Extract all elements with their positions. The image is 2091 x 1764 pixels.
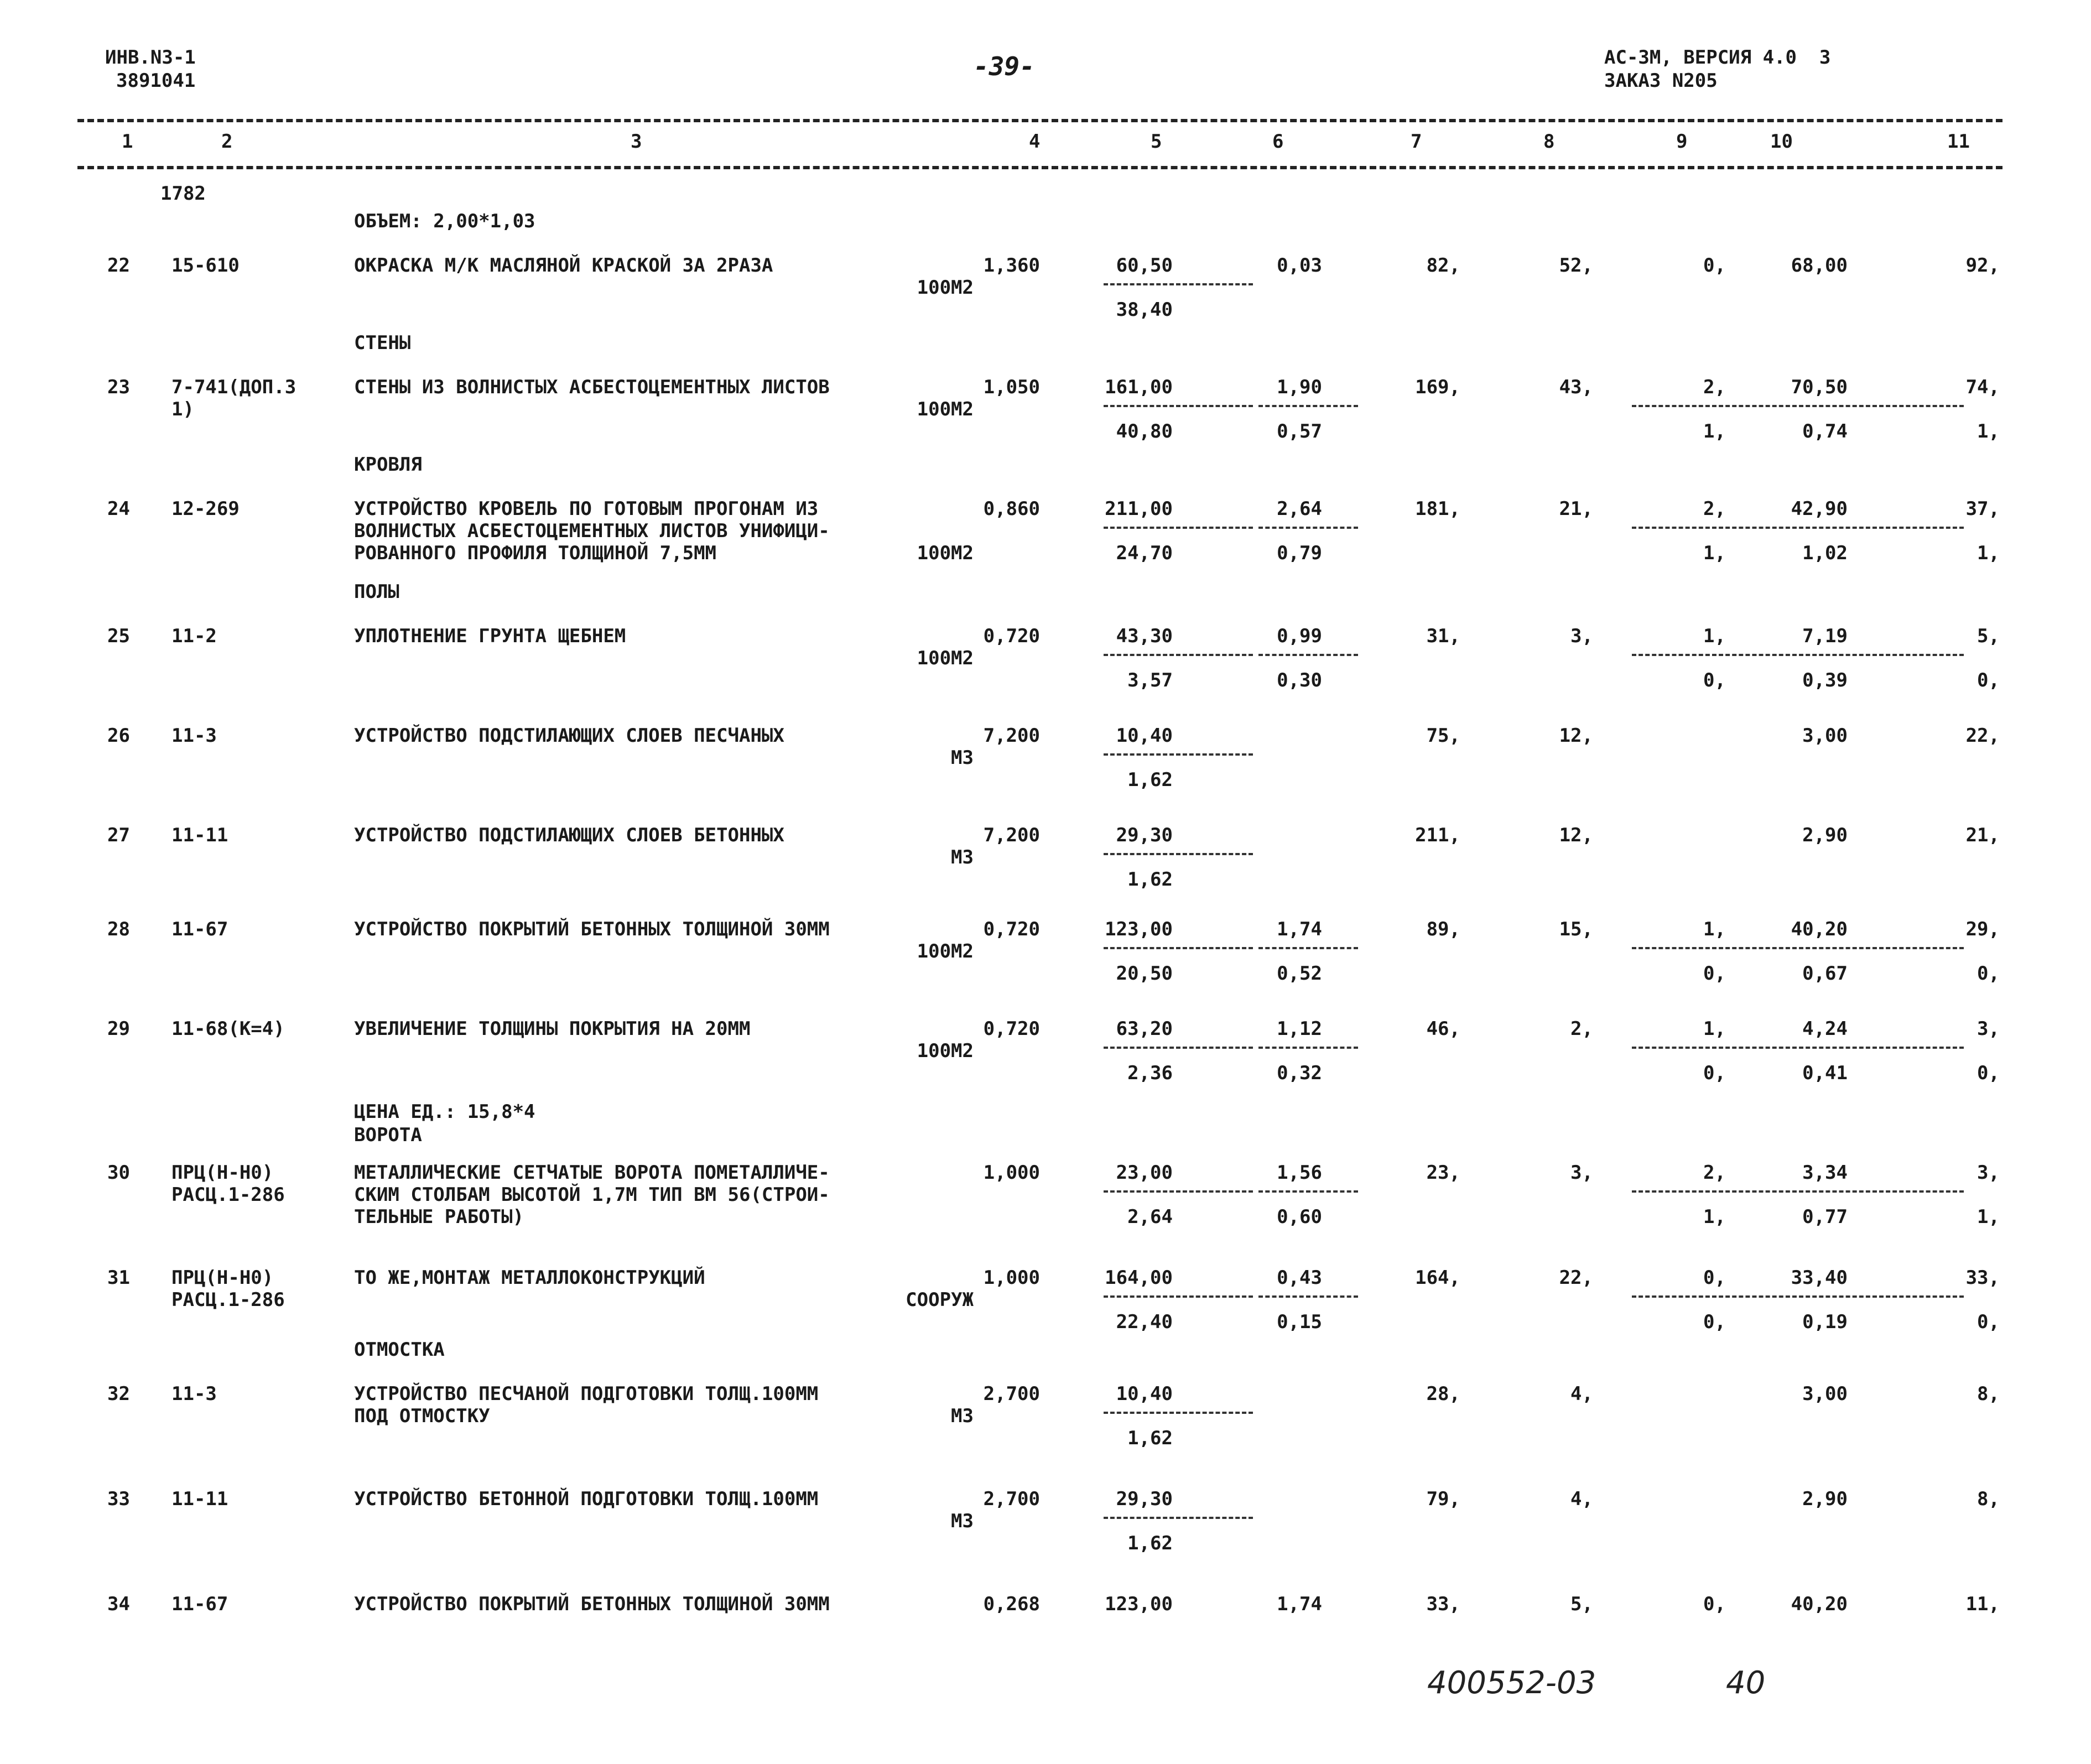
col-11: 11 xyxy=(1947,131,1970,153)
row-code: 11-3 xyxy=(171,1383,217,1405)
header-separator-top xyxy=(77,119,2002,122)
row-labor-unit: 3,00 xyxy=(1802,1383,1848,1405)
row-wages-total: 5, xyxy=(1570,1593,1593,1615)
cell-divider xyxy=(1104,853,1253,855)
cell-divider xyxy=(1104,1190,1253,1193)
row-labor-total: 33, xyxy=(1965,1267,2000,1289)
cell-divider xyxy=(1258,405,1358,407)
row-quantity: 1,360 xyxy=(983,254,1040,277)
row-total-cost: 164, xyxy=(1415,1267,1460,1289)
row-code: 11-68(К=4) xyxy=(171,1018,285,1040)
cell-divider xyxy=(1258,1190,1358,1193)
row-description: МЕТАЛЛИЧЕСКИЕ СЕТЧАТЫЕ ВОРОТА ПОМЕТАЛЛИЧЕ- xyxy=(354,1162,830,1184)
row-unit-price-wages: 2,64 xyxy=(1127,1206,1173,1228)
row-unit-price: 63,20 xyxy=(1116,1018,1173,1040)
row-wages-total: 2, xyxy=(1570,1018,1593,1040)
row-labor-total: 11, xyxy=(1965,1593,2000,1615)
row-code: 11-2 xyxy=(171,625,217,647)
order-label: ЗАКАЗ N205 xyxy=(1604,70,1718,92)
row-description: ТО ЖЕ,МОНТАЖ МЕТАЛЛОКОНСТРУКЦИЙ xyxy=(354,1267,705,1289)
row-total-cost: 79, xyxy=(1426,1488,1460,1510)
row-unit-price: 10,40 xyxy=(1116,1383,1173,1405)
row-operation: 2, xyxy=(1703,376,1726,398)
row-quantity: 0,268 xyxy=(983,1593,1040,1615)
row-wages-total: 3, xyxy=(1570,625,1593,647)
row-number: 32 xyxy=(107,1383,130,1405)
row-machine-cost: 1,74 xyxy=(1277,918,1322,940)
cell-divider xyxy=(1258,1047,1358,1049)
row-quantity: 1,000 xyxy=(983,1162,1040,1184)
row-labor-total-sub: 0, xyxy=(1977,1062,2000,1084)
row-number: 24 xyxy=(107,498,130,520)
row-total-cost: 31, xyxy=(1426,625,1460,647)
row-code: 11-67 xyxy=(171,918,228,940)
row-labor-unit: 7,19 xyxy=(1802,625,1848,647)
row-quantity: 1,050 xyxy=(983,376,1040,398)
cell-divider xyxy=(1104,1412,1253,1414)
row-unit-price-wages: 40,80 xyxy=(1116,420,1173,443)
row-number: 27 xyxy=(107,824,130,846)
row-code: 7-741(ДОП.3 xyxy=(171,376,297,398)
row-code: 11-3 xyxy=(171,725,217,747)
note-otmostka: ОТМОСТКА xyxy=(354,1339,445,1361)
row-unit-price-wages: 1,62 xyxy=(1127,868,1173,891)
row-labor-unit-sub: 1,02 xyxy=(1802,542,1848,564)
row-unit-price: 23,00 xyxy=(1116,1162,1173,1184)
row-labor-unit-sub: 0,19 xyxy=(1802,1311,1848,1333)
row-quantity: 0,720 xyxy=(983,1018,1040,1040)
row-machine-cost: 0,43 xyxy=(1277,1267,1322,1289)
row-unit: 100М2 xyxy=(917,1040,974,1062)
row-labor-total-sub: 0, xyxy=(1977,669,2000,691)
cell-divider xyxy=(1104,753,1253,756)
row-description: ОКРАСКА М/К МАСЛЯНОЙ КРАСКОЙ ЗА 2РАЗА xyxy=(354,254,773,277)
row-quantity: 7,200 xyxy=(983,824,1040,846)
row-machine-cost: 1,12 xyxy=(1277,1018,1322,1040)
row-wages-total: 4, xyxy=(1570,1488,1593,1510)
row-description: УПЛОТНЕНИЕ ГРУНТА ЩЕБНЕМ xyxy=(354,625,626,647)
row-wages-total: 3, xyxy=(1570,1162,1593,1184)
row-machine-cost: 2,64 xyxy=(1277,498,1322,520)
row-unit-price: 60,50 xyxy=(1116,254,1173,277)
row-unit-price-wages: 3,57 xyxy=(1127,669,1173,691)
row-labor-total: 5, xyxy=(1977,625,2000,647)
row-unit-price-wages: 1,62 xyxy=(1127,769,1173,791)
col-10: 10 xyxy=(1770,131,1793,153)
note-walls: СТЕНЫ xyxy=(354,332,411,354)
row-labor-unit: 70,50 xyxy=(1791,376,1848,398)
row-labor-total: 3, xyxy=(1977,1162,2000,1184)
row-unit-price: 123,00 xyxy=(1105,1593,1173,1615)
row-code: ПРЦ(Н-Н0) xyxy=(171,1162,274,1184)
row-machine-wages: 0,52 xyxy=(1277,962,1322,985)
row-description: УСТРОЙСТВО ПОДСТИЛАЮЩИХ СЛОЕВ БЕТОННЫХ xyxy=(354,824,784,846)
row-labor-total-sub: 1, xyxy=(1977,420,2000,443)
version-label: АС-3М, ВЕРСИЯ 4.0 3 xyxy=(1604,46,1831,69)
row-labor-unit: 42,90 xyxy=(1791,498,1848,520)
row-unit-price-wages: 22,40 xyxy=(1116,1311,1173,1333)
row-code: 11-11 xyxy=(171,824,228,846)
cell-divider xyxy=(1104,527,1253,529)
row-unit: 100М2 xyxy=(917,647,974,669)
row-number: 22 xyxy=(107,254,130,277)
col-7: 7 xyxy=(1411,131,1422,153)
row-description: УСТРОЙСТВО ПОДСТИЛАЮЩИХ СЛОЕВ ПЕСЧАНЫХ xyxy=(354,725,784,747)
row-labor-total-sub: 1, xyxy=(1977,542,2000,564)
cell-divider xyxy=(1104,654,1253,656)
cell-divider xyxy=(1632,654,1964,656)
row-labor-total: 37, xyxy=(1965,498,2000,520)
row-unit-price-wages: 38,40 xyxy=(1116,299,1173,321)
row-machine-cost: 0,03 xyxy=(1277,254,1322,277)
row-unit-price-wages: 20,50 xyxy=(1116,962,1173,985)
cell-divider xyxy=(1632,405,1964,407)
row-code: 12-269 xyxy=(171,498,240,520)
cell-divider xyxy=(1258,527,1358,529)
row-unit: М3 xyxy=(951,846,974,868)
cell-divider xyxy=(1632,527,1964,529)
col-3: 3 xyxy=(631,131,642,153)
cell-divider xyxy=(1632,1047,1964,1049)
document-number: 3891041 xyxy=(116,70,196,92)
col-2: 2 xyxy=(221,131,233,153)
note-volume: ОБЪЕМ: 2,00*1,03 xyxy=(354,210,535,232)
row-operation-sub: 0, xyxy=(1703,1311,1726,1333)
row-number: 30 xyxy=(107,1162,130,1184)
row-labor-unit: 68,00 xyxy=(1791,254,1848,277)
row-description: УСТРОЙСТВО БЕТОННОЙ ПОДГОТОВКИ ТОЛЩ.100ММ xyxy=(354,1488,819,1510)
row-machine-wages: 0,30 xyxy=(1277,669,1322,691)
row-unit-price: 10,40 xyxy=(1116,725,1173,747)
row-wages-total: 15, xyxy=(1559,918,1593,940)
row-wages-total: 21, xyxy=(1559,498,1593,520)
cell-divider xyxy=(1258,1295,1358,1298)
col-5: 5 xyxy=(1151,131,1162,153)
row-description-line3: РОВАННОГО ПРОФИЛЯ ТОЛЩИНОЙ 7,5ММ xyxy=(354,542,717,564)
cell-divider xyxy=(1632,947,1964,949)
row-operation: 2, xyxy=(1703,1162,1726,1184)
row-operation: 0, xyxy=(1703,254,1726,277)
row-machine-wages: 0,15 xyxy=(1277,1311,1322,1333)
row-labor-unit: 3,00 xyxy=(1802,725,1848,747)
row-code-extra: РАСЦ.1-286 xyxy=(171,1289,285,1311)
row-unit-price: 29,30 xyxy=(1116,1488,1173,1510)
row-labor-total: 29, xyxy=(1965,918,2000,940)
row-operation: 0, xyxy=(1703,1593,1726,1615)
row-labor-unit: 33,40 xyxy=(1791,1267,1848,1289)
note-floors: ПОЛЫ xyxy=(354,581,399,603)
row-unit: 100М2 xyxy=(917,277,974,299)
row-labor-unit: 2,90 xyxy=(1802,1488,1848,1510)
cell-divider xyxy=(1632,1190,1964,1193)
row-operation: 1, xyxy=(1703,1018,1726,1040)
header-separator-bottom xyxy=(77,166,2002,169)
row-labor-unit-sub: 0,39 xyxy=(1802,669,1848,691)
row-number: 26 xyxy=(107,725,130,747)
row-operation: 1, xyxy=(1703,625,1726,647)
row-total-cost: 28, xyxy=(1426,1383,1460,1405)
row-operation-sub: 1, xyxy=(1703,542,1726,564)
row-operation-sub: 1, xyxy=(1703,420,1726,443)
row-wages-total: 12, xyxy=(1559,824,1593,846)
row-quantity: 0,720 xyxy=(983,918,1040,940)
row-operation: 0, xyxy=(1703,1267,1726,1289)
row-unit-price: 211,00 xyxy=(1105,498,1173,520)
row-labor-unit-sub: 0,77 xyxy=(1802,1206,1848,1228)
row-labor-unit-sub: 0,67 xyxy=(1802,962,1848,985)
cell-divider xyxy=(1104,405,1253,407)
row-quantity: 7,200 xyxy=(983,725,1040,747)
row-description: СТЕНЫ ИЗ ВОЛНИСТЫХ АСБЕСТОЦЕМЕНТНЫХ ЛИСТОВ xyxy=(354,376,830,398)
row-description: УСТРОЙСТВО ПОКРЫТИЙ БЕТОННЫХ ТОЛЩИНОЙ 30ММ xyxy=(354,1593,830,1615)
note-roof: КРОВЛЯ xyxy=(354,454,422,476)
row-quantity: 0,720 xyxy=(983,625,1040,647)
row-wages-total: 12, xyxy=(1559,725,1593,747)
row-labor-total-sub: 0, xyxy=(1977,1311,2000,1333)
row-total-cost: 211, xyxy=(1415,824,1460,846)
row-description: УСТРОЙСТВО ПЕСЧАНОЙ ПОДГОТОВКИ ТОЛЩ.100ММ xyxy=(354,1383,819,1405)
row-unit: М3 xyxy=(951,747,974,769)
row-unit-price-wages: 24,70 xyxy=(1116,542,1173,564)
row-description: УСТРОЙСТВО КРОВЕЛЬ ПО ГОТОВЫМ ПРОГОНАМ ИЗ xyxy=(354,498,819,520)
row-operation-sub: 0, xyxy=(1703,1062,1726,1084)
row-total-cost: 169, xyxy=(1415,376,1460,398)
row-description: УВЕЛИЧЕНИЕ ТОЛЩИНЫ ПОКРЫТИЯ НА 20ММ xyxy=(354,1018,751,1040)
row-unit-price-wages: 2,36 xyxy=(1127,1062,1173,1084)
row-labor-unit: 4,24 xyxy=(1802,1018,1848,1040)
row-labor-unit: 2,90 xyxy=(1802,824,1848,846)
row-operation: 1, xyxy=(1703,918,1726,940)
row-labor-total-sub: 0, xyxy=(1977,962,2000,985)
row-wages-total: 52, xyxy=(1559,254,1593,277)
cell-divider xyxy=(1258,947,1358,949)
col-1: 1 xyxy=(122,131,133,153)
cell-divider xyxy=(1258,654,1358,656)
row-code: 11-11 xyxy=(171,1488,228,1510)
row-description-line2: ВОЛНИСТЫХ АСБЕСТОЦЕМЕНТНЫХ ЛИСТОВ УНИФИЦИ- xyxy=(354,520,830,542)
row-quantity: 1,000 xyxy=(983,1267,1040,1289)
row-unit-price: 123,00 xyxy=(1105,918,1173,940)
row-total-cost: 46, xyxy=(1426,1018,1460,1040)
row-operation-sub: 1, xyxy=(1703,1206,1726,1228)
row-labor-total: 3, xyxy=(1977,1018,2000,1040)
row-operation: 2, xyxy=(1703,498,1726,520)
row-number: 23 xyxy=(107,376,130,398)
note-gates: ВОРОТА xyxy=(354,1124,422,1146)
row-code: 11-67 xyxy=(171,1593,228,1615)
row-labor-unit-sub: 0,41 xyxy=(1802,1062,1848,1084)
row-machine-cost: 1,74 xyxy=(1277,1593,1322,1615)
row-operation-sub: 0, xyxy=(1703,669,1726,691)
row-unit-price: 29,30 xyxy=(1116,824,1173,846)
row-number: 31 xyxy=(107,1267,130,1289)
row-code-extra: 1) xyxy=(171,398,194,420)
row-total-cost: 82, xyxy=(1426,254,1460,277)
col-8: 8 xyxy=(1543,131,1555,153)
row-quantity: 2,700 xyxy=(983,1488,1040,1510)
row-unit-price: 161,00 xyxy=(1105,376,1173,398)
row-labor-total: 92, xyxy=(1965,254,2000,277)
row-unit: СООРУЖ xyxy=(906,1289,974,1311)
row-quantity: 0,860 xyxy=(983,498,1040,520)
row-machine-cost: 1,90 xyxy=(1277,376,1322,398)
row-total-cost: 75, xyxy=(1426,725,1460,747)
row-unit-price-wages: 1,62 xyxy=(1127,1427,1173,1449)
row-labor-total: 22, xyxy=(1965,725,2000,747)
note-price: ЦЕНА ЕД.: 15,8*4 xyxy=(354,1101,535,1123)
page-number: -39- xyxy=(974,51,1035,81)
row-unit-price: 164,00 xyxy=(1105,1267,1173,1289)
row-machine-wages: 0,57 xyxy=(1277,420,1322,443)
row-unit-price: 43,30 xyxy=(1116,625,1173,647)
inventory-number: ИНВ.N3-1 xyxy=(105,46,196,69)
cell-divider xyxy=(1104,1517,1253,1519)
cell-divider xyxy=(1104,283,1253,285)
row-quantity: 2,700 xyxy=(983,1383,1040,1405)
row-code: ПРЦ(Н-Н0) xyxy=(171,1267,274,1289)
row-unit: М3 xyxy=(951,1510,974,1532)
row-unit-price-wages: 1,62 xyxy=(1127,1532,1173,1554)
row-labor-total-sub: 1, xyxy=(1977,1206,2000,1228)
row-description-line2: СКИМ СТОЛБАМ ВЫСОТОЙ 1,7М ТИП ВМ 56(СТРОИ- xyxy=(354,1184,830,1206)
cell-divider xyxy=(1104,1295,1253,1298)
row-code-extra: РАСЦ.1-286 xyxy=(171,1184,285,1206)
row-wages-total: 4, xyxy=(1570,1383,1593,1405)
footer-page-number: 40 xyxy=(1726,1665,1766,1701)
row-machine-cost: 0,99 xyxy=(1277,625,1322,647)
row-description-line3: ТЕЛЬНЫЕ РАБОТЫ) xyxy=(354,1206,524,1228)
row-labor-unit-sub: 0,74 xyxy=(1802,420,1848,443)
row-labor-unit: 40,20 xyxy=(1791,918,1848,940)
row-wages-total: 22, xyxy=(1559,1267,1593,1289)
row-wages-total: 43, xyxy=(1559,376,1593,398)
row-machine-wages: 0,60 xyxy=(1277,1206,1322,1228)
row-unit: 100М2 xyxy=(917,940,974,962)
row-number: 28 xyxy=(107,918,130,940)
row-machine-wages: 0,32 xyxy=(1277,1062,1322,1084)
row-machine-wages: 0,79 xyxy=(1277,542,1322,564)
col-9: 9 xyxy=(1676,131,1688,153)
row-number: 33 xyxy=(107,1488,130,1510)
row-labor-total: 8, xyxy=(1977,1383,2000,1405)
row-total-cost: 89, xyxy=(1426,918,1460,940)
row-code: 15-610 xyxy=(171,254,240,277)
footer-doc-code: 400552-03 xyxy=(1427,1665,1596,1701)
row-description-line2: ПОД ОТМОСТКУ xyxy=(354,1405,490,1427)
row-number: 25 xyxy=(107,625,130,647)
row-description: УСТРОЙСТВО ПОКРЫТИЙ БЕТОННЫХ ТОЛЩИНОЙ 30ММ xyxy=(354,918,830,940)
row-operation-sub: 0, xyxy=(1703,962,1726,985)
row-labor-unit: 40,20 xyxy=(1791,1593,1848,1615)
col-4: 4 xyxy=(1029,131,1041,153)
row-labor-total: 21, xyxy=(1965,824,2000,846)
row-unit: 100М2 xyxy=(917,398,974,420)
cell-divider xyxy=(1104,947,1253,949)
cell-divider xyxy=(1632,1295,1964,1298)
row-total-cost: 181, xyxy=(1415,498,1460,520)
row-unit: 100М2 xyxy=(917,542,974,564)
row-total-cost: 23, xyxy=(1426,1162,1460,1184)
row-total-cost: 33, xyxy=(1426,1593,1460,1615)
row-labor-total: 74, xyxy=(1965,376,2000,398)
row-labor-total: 8, xyxy=(1977,1488,2000,1510)
row-number: 29 xyxy=(107,1018,130,1040)
cell-divider xyxy=(1104,1047,1253,1049)
row-number: 34 xyxy=(107,1593,130,1615)
col-6: 6 xyxy=(1272,131,1284,153)
row-labor-unit: 3,34 xyxy=(1802,1162,1848,1184)
row-code-1782: 1782 xyxy=(160,183,206,205)
row-unit: М3 xyxy=(951,1405,974,1427)
row-machine-cost: 1,56 xyxy=(1277,1162,1322,1184)
